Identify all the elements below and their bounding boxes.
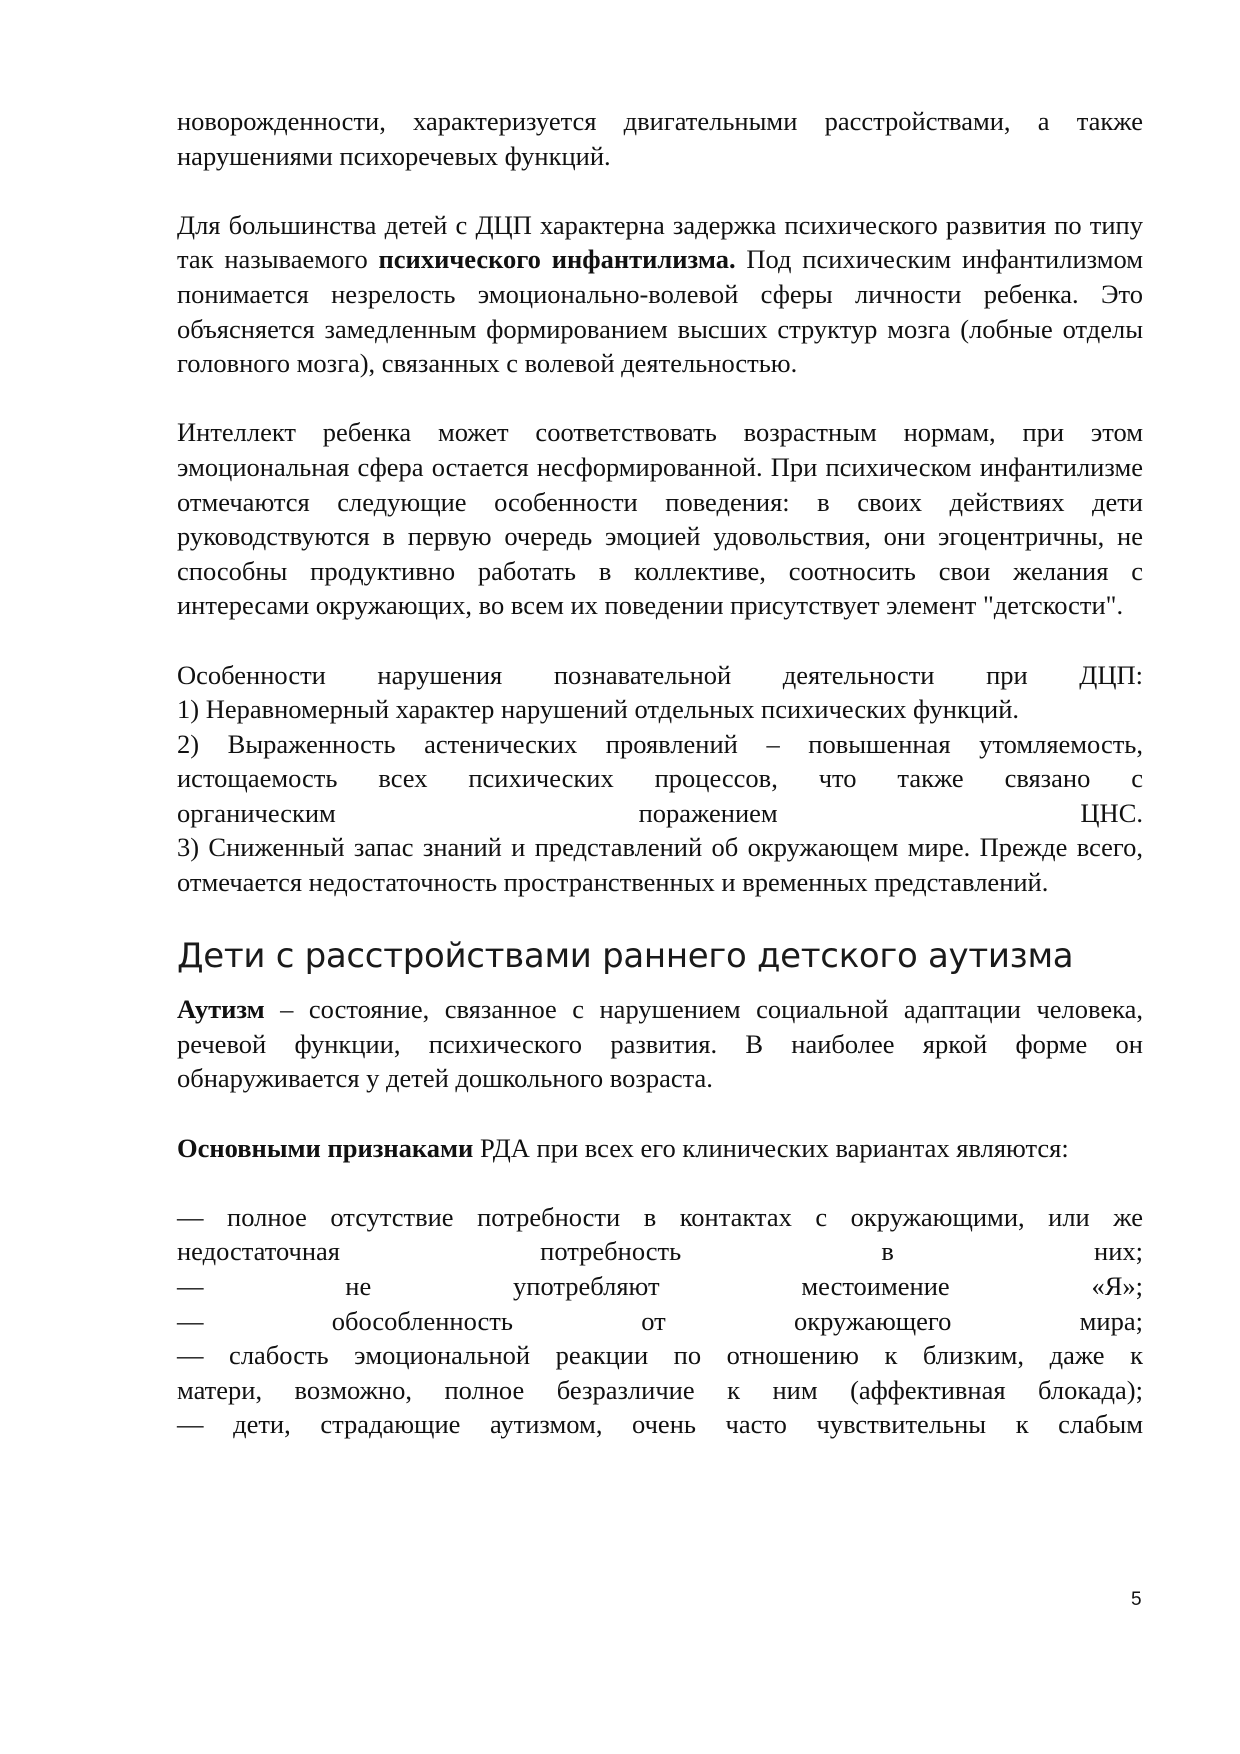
features-intro: Особенности нарушения познавательной деятельности при ДЦП: bbox=[177, 659, 1143, 690]
paragraph-text: РДА при всех его клинических вариантах являются: bbox=[473, 1132, 1069, 1163]
paragraph-intellect: Интеллект ребенка может соответствовать возрастным нормам, при этом эмоциональная сфера остается несформированной. При психическом инфантилизме отмечаются следующие особенности поведения: в своих действиях дети руководствуются в первую очередь эмоцией удовольствия, они эгоцентричны, не способны продуктивно работать в коллективе, соотносить свои желания с интересами окружающих, во всем их поведении присутствует элемент "детскости". bbox=[177, 417, 1143, 621]
bold-term-main-signs: Основными признаками bbox=[177, 1132, 474, 1163]
sign-item-1-end: недостаточная потребность в них; bbox=[177, 1236, 1143, 1267]
features-item-3: 3) Сниженный запас знаний и представлений об окружающем мире. Прежде всего, отмечается недостаточность пространственных и временных представлений. bbox=[177, 832, 1143, 898]
section-heading: Дети с расстройствами раннего детского аутизма bbox=[177, 936, 1074, 977]
sign-item-2: — не употребляют местоимение «Я»; bbox=[177, 1271, 1143, 1301]
features-item-2-end: органическим поражением ЦНС. bbox=[177, 797, 1143, 828]
features-list bbox=[177, 658, 1143, 900]
page-number: 5 bbox=[1131, 1589, 1142, 1610]
features-item-2: 2) Выраженность астенических проявлений – повышенная утомляемость, истощаемость всех психических процессов, что также связано с bbox=[177, 728, 1143, 794]
bold-term-infantilism: психического инфантилизма. bbox=[378, 244, 736, 275]
paragraph-text: Для большинства детей с ДЦП характерна задержка психического развития по типу так называемого bbox=[177, 209, 1143, 275]
paragraph-psychic-infantilism bbox=[177, 208, 1143, 381]
sign-item-1: — полное отсутствие потребности в контактах с окружающими, или же bbox=[177, 1201, 1143, 1232]
paragraph-text: – состояние, связанное с нарушением социальной адаптации человека, речевой функции, психического развития. В наиболее яркой форме он обнаруживается у детей дошкольного возраста. bbox=[177, 994, 1143, 1094]
signs-list bbox=[177, 1200, 1143, 1442]
paragraph-autism-definition bbox=[177, 992, 1143, 1096]
paragraph-cerebral-palsy-intro: новорожденности, характеризуется двигательными расстройствами, а также нарушениями психоречевых функций. bbox=[177, 106, 1143, 171]
paragraph-main-signs bbox=[177, 1131, 1143, 1166]
sign-item-5: — дети, страдающие аутизмом, очень часто чувствительны к слабым bbox=[177, 1409, 1143, 1440]
sign-item-4: — слабость эмоциональной реакции по отношению к близким, даже к bbox=[177, 1340, 1143, 1371]
sign-item-4-end: матери, возможно, полное безразличие к ним (аффективная блокада); bbox=[177, 1374, 1143, 1405]
features-item-1: 1) Неравномерный характер нарушений отдельных психических функций. bbox=[177, 694, 1020, 725]
bold-term-autism: Аутизм bbox=[177, 994, 265, 1025]
page-content bbox=[177, 104, 1143, 1442]
sign-item-3: — обособленность от окружающего мира; bbox=[177, 1305, 1143, 1336]
paragraph-text: Под психическим инфантилизмом понимается незрелость эмоционально-волевой сферы личности ребенка. Это объясняется замедленным формированием высших структур мозга (лобные отделы головного мозга), связанных с волевой деятельностью. bbox=[177, 244, 1144, 379]
